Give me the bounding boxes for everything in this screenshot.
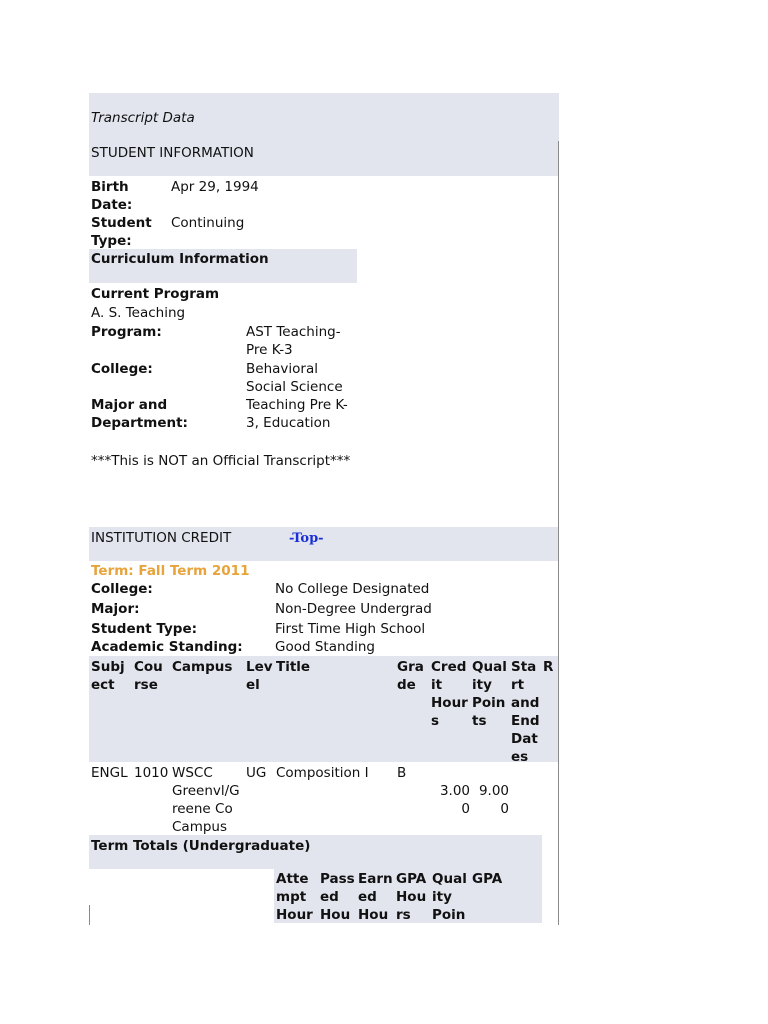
totals-col-gpa-hours: GPA Hou rs bbox=[396, 871, 427, 923]
course-col-title: Title bbox=[276, 659, 311, 675]
academic-standing-label: Academic Standing: bbox=[91, 639, 243, 655]
term-college-label: College: bbox=[91, 581, 153, 597]
right-border bbox=[558, 141, 559, 925]
unofficial-disclaimer: ***This is NOT an Official Transcript*** bbox=[91, 453, 351, 469]
program-value: AST Teaching- Pre K-3 bbox=[246, 324, 341, 358]
course-col-grade: Gra de bbox=[397, 659, 424, 693]
institution-credit-heading: INSTITUTION CREDIT bbox=[91, 530, 232, 546]
totals-col-passed-hours: Pass ed Hou bbox=[320, 871, 355, 923]
course-row-campus: WSCC Greenvl/G reene Co Campus bbox=[172, 765, 240, 835]
term-major-label: Major: bbox=[91, 601, 140, 617]
course-row-course: 1010 bbox=[134, 765, 169, 781]
term-student-type-label: Student Type: bbox=[91, 621, 197, 637]
course-row-quality-points: 9.00 0 bbox=[478, 783, 509, 817]
course-col-subject: Subj ect bbox=[91, 659, 125, 693]
student-info-heading: STUDENT INFORMATION bbox=[91, 145, 254, 161]
term-student-type-value: First Time High School bbox=[275, 621, 426, 637]
student-type-value: Continuing bbox=[171, 215, 245, 231]
birth-date-label: Birth Date: bbox=[91, 179, 133, 213]
current-program-value: A. S. Teaching bbox=[91, 305, 186, 321]
birth-date-value: Apr 29, 1994 bbox=[171, 179, 259, 195]
course-col-level: Lev el bbox=[246, 659, 273, 693]
course-row-subject: ENGL bbox=[91, 765, 128, 781]
course-col-course: Cou rse bbox=[134, 659, 163, 693]
course-row-credit-hours: 3.00 0 bbox=[439, 783, 470, 817]
term-major-value: Non-Degree Undergrad bbox=[275, 601, 432, 617]
left-border bbox=[89, 905, 90, 925]
totals-col-gpa: GPA bbox=[472, 871, 503, 887]
curriculum-heading: Curriculum Information bbox=[91, 251, 269, 267]
course-row-title: Composition I bbox=[276, 765, 369, 781]
page-title: Transcript Data bbox=[91, 110, 195, 126]
college-value: Behavioral Social Science bbox=[246, 361, 343, 395]
academic-standing-value: Good Standing bbox=[275, 639, 375, 655]
term-label: Term: Fall Term 2011 bbox=[91, 563, 250, 579]
term-college-value: No College Designated bbox=[275, 581, 430, 597]
top-link[interactable]: -Top- bbox=[289, 531, 324, 546]
term-totals-heading: Term Totals (Undergraduate) bbox=[91, 838, 311, 854]
totals-col-earned-hours: Earn ed Hou bbox=[358, 871, 393, 923]
course-row-grade: B bbox=[397, 765, 407, 781]
student-type-label: Student Type: bbox=[91, 215, 152, 249]
course-col-quality-points: Qual ity Poin ts bbox=[472, 659, 507, 729]
course-col-start-end-dates: Sta rt and End Dat es bbox=[511, 659, 540, 765]
totals-col-quality-points: Qual ity Poin bbox=[432, 871, 467, 923]
college-label: College: bbox=[91, 361, 153, 377]
totals-col-attempt-hours: Atte mpt Hour bbox=[276, 871, 313, 923]
major-value: Teaching Pre K- 3, Education bbox=[246, 397, 348, 431]
program-label: Program: bbox=[91, 324, 162, 340]
course-col-credit-hours: Cred it Hour s bbox=[431, 659, 468, 729]
major-label: Major and Department: bbox=[91, 397, 188, 431]
course-col-r: R bbox=[543, 659, 554, 675]
current-program-label: Current Program bbox=[91, 286, 220, 302]
course-col-campus: Campus bbox=[172, 659, 233, 675]
course-row-level: UG bbox=[246, 765, 267, 781]
